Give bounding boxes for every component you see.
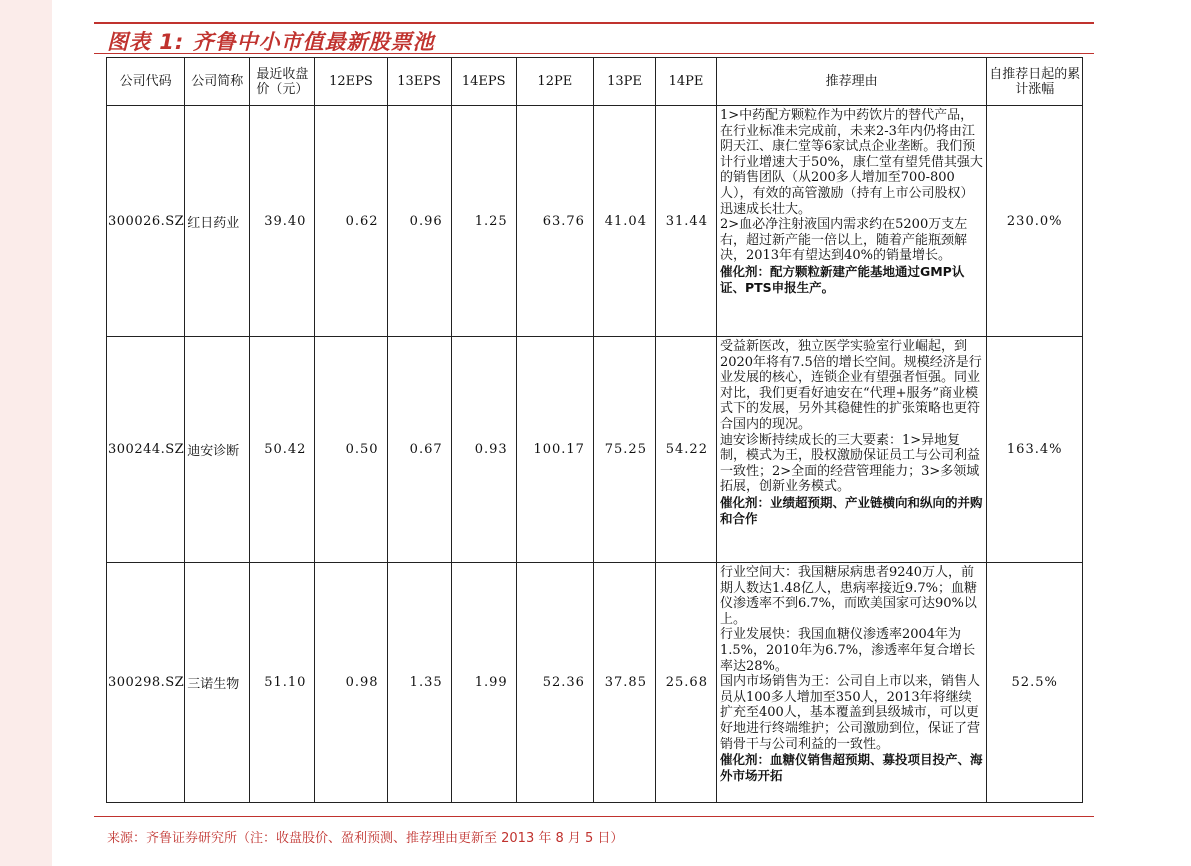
- reason-paragraph: 行业发展快：我国血糖仪渗透率2004年为1.5%，2010年为6.7%，渗透率年复合增长率达28%。: [719, 627, 976, 674]
- cell-eps14: 1.99: [451, 563, 516, 803]
- reason-paragraph: 1>中药配方颗粒作为中药饮片的替代产品，在行业标准未完成前，未来2-3年内仍将由江阴天江、康仁堂等6家试点企业垄断。我们预计行业增速大于50%，康仁堂有望凭借其强大的销售团队（从200多人增加至700-800人），有效的高管激励（持有上市公司股权）迅速成长壮大。: [719, 108, 983, 217]
- table-row: [107, 106, 1083, 337]
- reason-catalyst: 催化剂：配方颗粒新建产能基地通过GMP认证、PTS申报生产。: [719, 263, 965, 295]
- cell-eps12: 0.98: [315, 563, 387, 803]
- reason-paragraph: 行业空间大：我国糖尿病患者9240万人，前期人数达1.48亿人，患病率接近9.7%；血糖仪渗透率不到6.7%，而欧美国家可达90%以上。: [719, 565, 977, 627]
- cell-code: 300026.SZ: [107, 106, 185, 337]
- cell-price: 39.40: [250, 106, 315, 337]
- cell-pe12: 63.76: [516, 106, 593, 337]
- header-return: 自推荐日起的累计涨幅: [987, 58, 1083, 106]
- header-eps13: 13EPS: [387, 58, 451, 106]
- table-row: [107, 337, 1083, 563]
- header-name: 公司简称: [185, 58, 250, 106]
- cell-eps14: 1.25: [451, 106, 516, 337]
- reason-paragraph: 国内市场销售为王：公司自上市以来，销售人员从100多人增加至350人，2013年将继续扩充至400人，基本覆盖到县级城市，可以更好地进行终端维护；公司激励到位，保证了营销骨干与公司利益的一致性。: [719, 674, 980, 752]
- cell-eps12: 0.62: [315, 106, 387, 337]
- cell-pe14: 54.22: [655, 337, 716, 563]
- cell-reason: [716, 106, 986, 337]
- figure-title: 图表 1: 齐鲁中小市值最新股票池: [107, 30, 435, 54]
- cell-price: 51.10: [250, 563, 315, 803]
- header-eps12: 12EPS: [315, 58, 387, 106]
- cell-pe14: 31.44: [655, 106, 716, 337]
- reason-paragraph: 受益新医改，独立医学实验室行业崛起，到2020年将有7.5倍的增长空间。规模经济是行业发展的核心，连锁企业有望强者恒强。同业对比，我们更看好迪安在“代理+服务”商业模式下的发展，另外其稳健性的扩张策略也更符合国内的现况。: [719, 339, 982, 432]
- cell-pe12: 52.36: [516, 563, 593, 803]
- title-bottom-rule: [94, 53, 1094, 54]
- header-pe12: 12PE: [516, 58, 593, 106]
- table-header-row: [107, 58, 1083, 106]
- header-reason: 推荐理由: [716, 58, 986, 106]
- reason-catalyst: 催化剂：业绩超预期、产业链横向和纵向的并购和合作: [719, 494, 983, 526]
- cell-eps13: 1.35: [387, 563, 451, 803]
- stock-pool-table: [106, 57, 1083, 803]
- cell-code: 300244.SZ: [107, 337, 185, 563]
- title-top-rule: [94, 22, 1094, 24]
- reason-catalyst: 催化剂：血糖仪销售超预期、募投项目投产、海外市场开拓: [719, 752, 983, 783]
- reason-paragraph: 迪安诊断持续成长的三大要素：1>异地复制，模式为王，股权激励保证员工与公司利益一致性；2>全面的经营管理能力；3>多领域拓展，创新业务模式。: [719, 432, 980, 495]
- cell-name: 红日药业: [185, 106, 250, 337]
- table-row: [107, 563, 1083, 803]
- source-note: 来源：齐鲁证券研究所（注：收盘股价、盈利预测、推荐理由更新至 2013 年 8 月 5 日）: [107, 831, 624, 846]
- cell-return: 163.4%: [987, 337, 1083, 563]
- cell-pe13: 37.85: [593, 563, 655, 803]
- cell-name: 三诺生物: [185, 563, 250, 803]
- cell-price: 50.42: [250, 337, 315, 563]
- cell-eps12: 0.50: [315, 337, 387, 563]
- cell-return: 230.0%: [987, 106, 1083, 337]
- cell-return: 52.5%: [987, 563, 1083, 803]
- cell-name: 迪安诊断: [185, 337, 250, 563]
- cell-eps14: 0.93: [451, 337, 516, 563]
- cell-pe12: 100.17: [516, 337, 593, 563]
- cell-eps13: 0.96: [387, 106, 451, 337]
- left-margin-strip: [0, 0, 52, 866]
- cell-pe13: 75.25: [593, 337, 655, 563]
- header-code: 公司代码: [107, 58, 185, 106]
- header-eps14: 14EPS: [451, 58, 516, 106]
- source-top-rule: [94, 816, 1094, 817]
- cell-code: 300298.SZ: [107, 563, 185, 803]
- cell-reason: [716, 563, 986, 803]
- cell-pe14: 25.68: [655, 563, 716, 803]
- header-price: 最近收盘价（元）: [250, 58, 315, 106]
- cell-pe13: 41.04: [593, 106, 655, 337]
- cell-eps13: 0.67: [387, 337, 451, 563]
- header-pe14: 14PE: [655, 58, 716, 106]
- header-pe13: 13PE: [593, 58, 655, 106]
- cell-reason: [716, 337, 986, 563]
- reason-paragraph: 2>血必净注射液国内需求约在5200万支左右，超过新产能一倍以上，随着产能瓶颈解决，2013年有望达到40%的销量增长。: [719, 217, 968, 264]
